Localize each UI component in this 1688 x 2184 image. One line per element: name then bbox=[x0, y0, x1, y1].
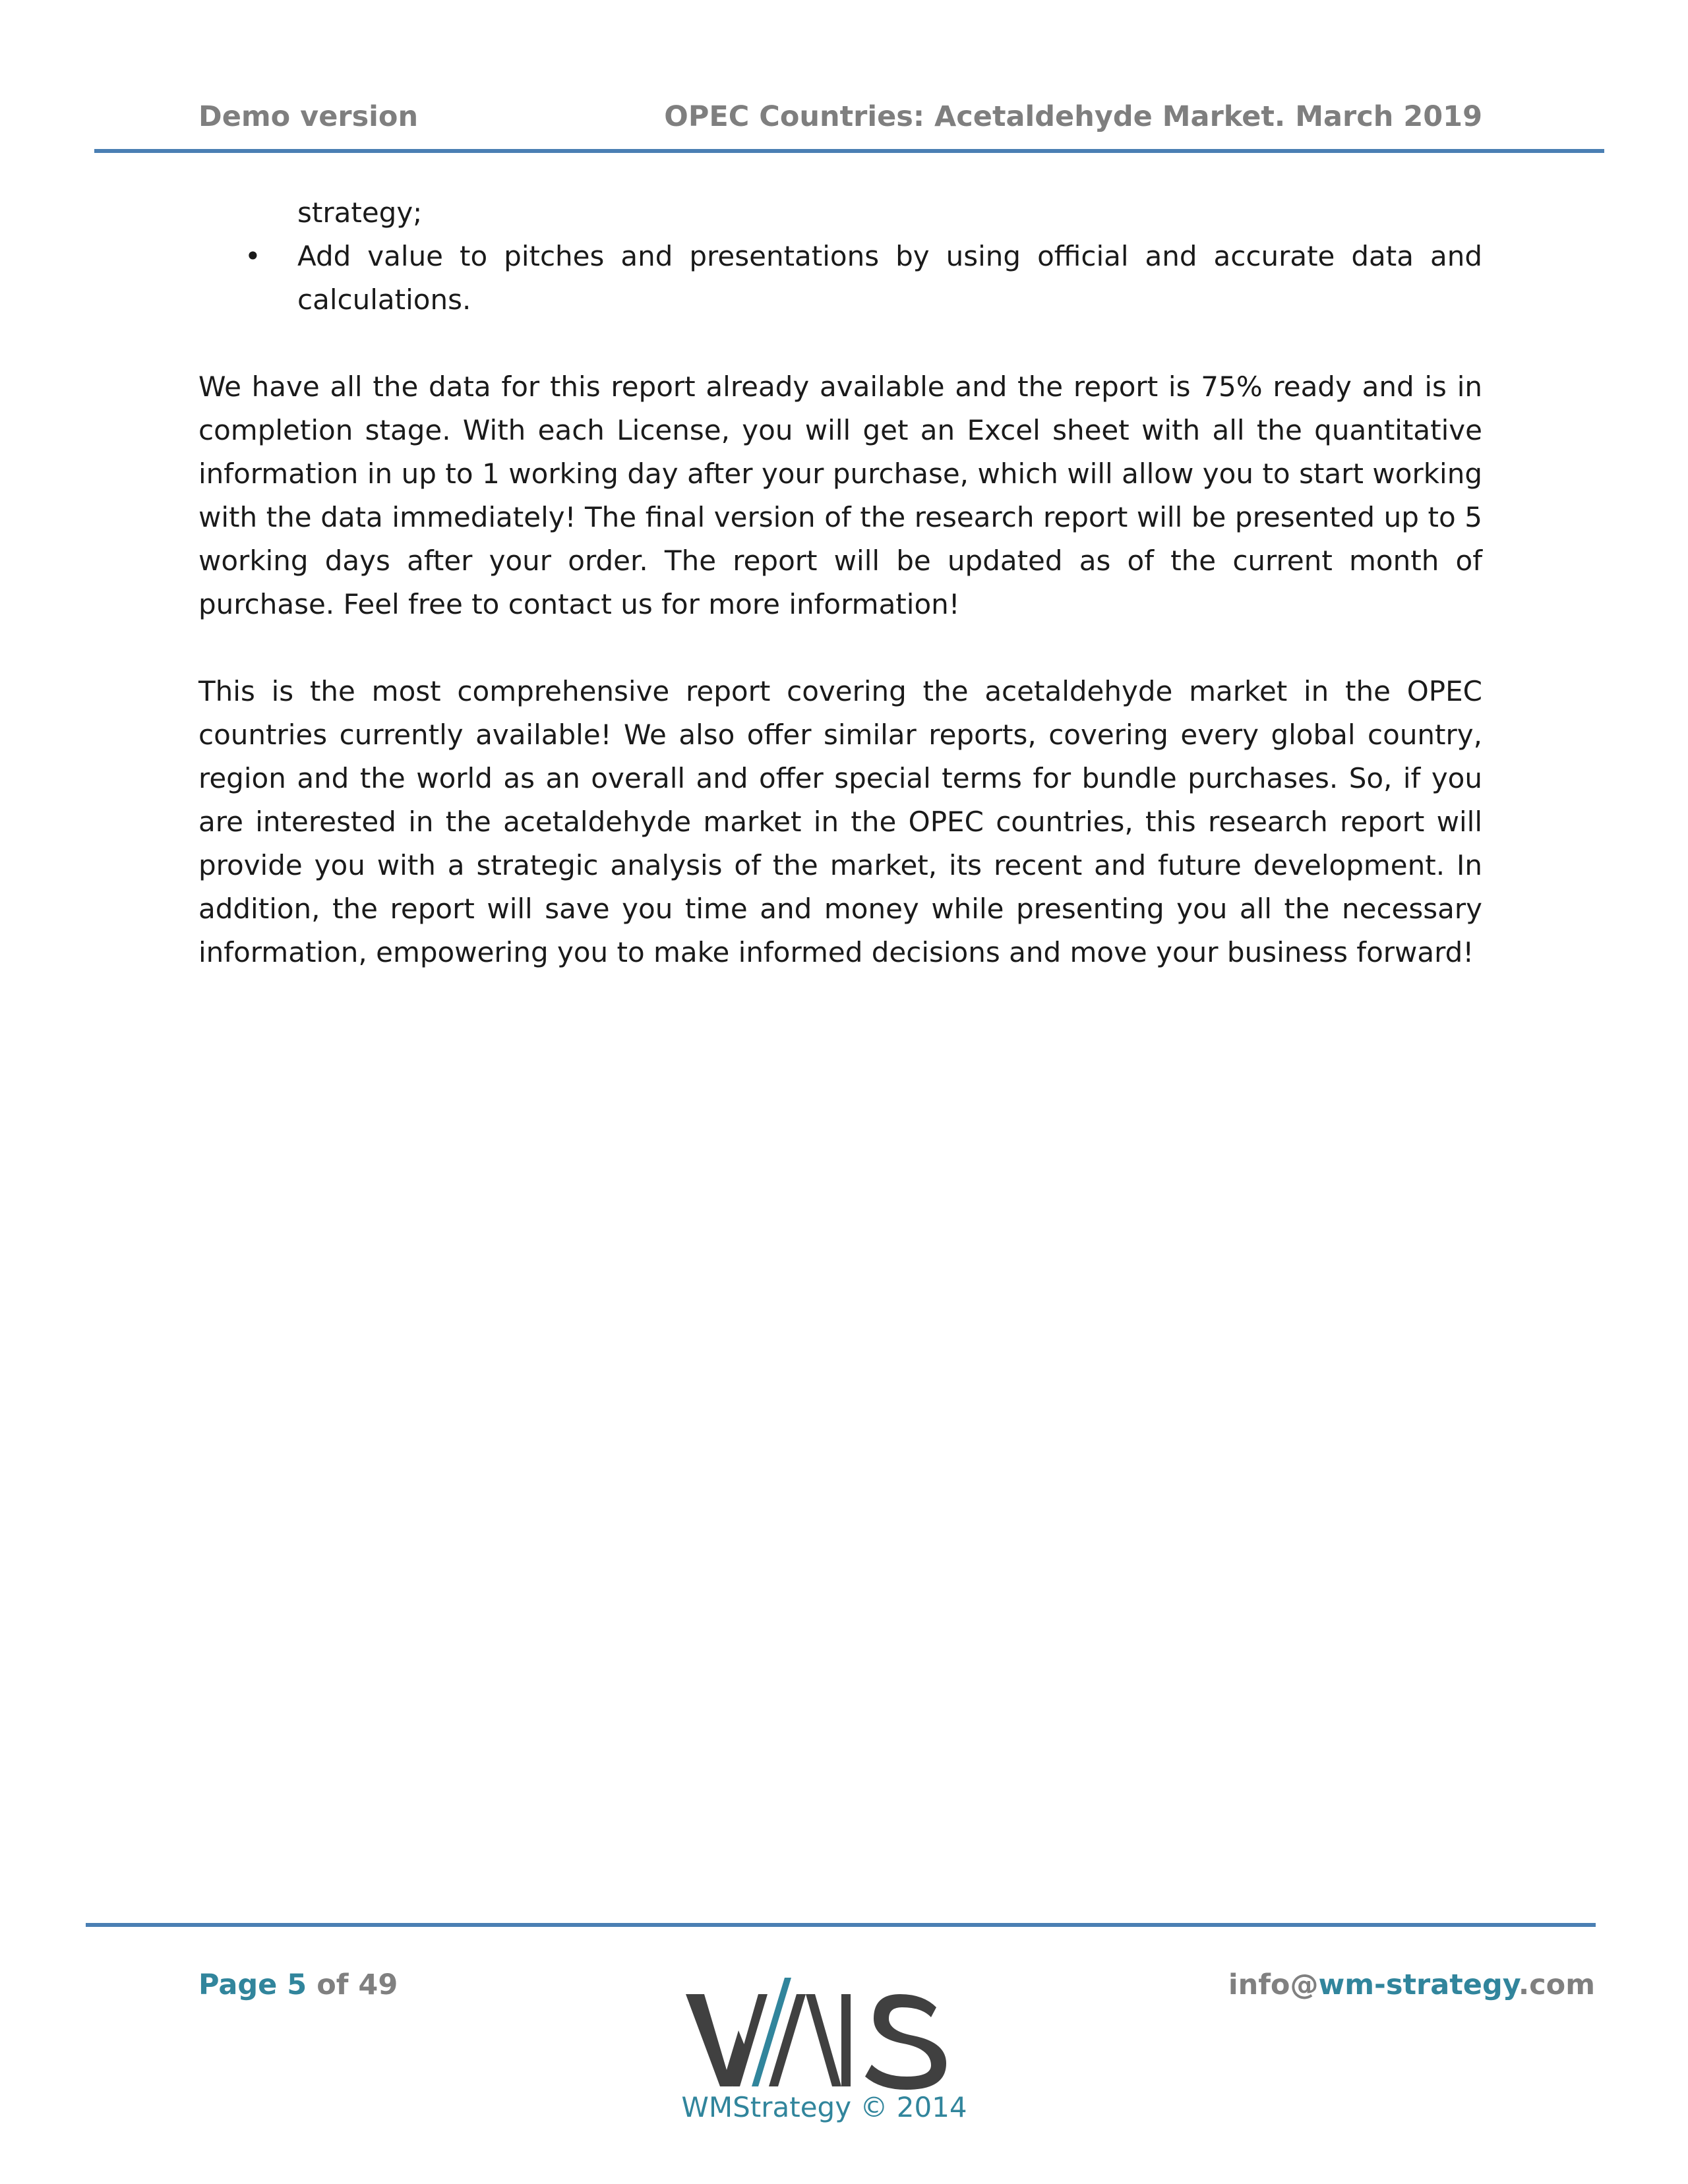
footer-divider bbox=[86, 1923, 1596, 1927]
page-header bbox=[0, 0, 1688, 158]
page-middle: of bbox=[307, 1968, 359, 2001]
page-content bbox=[198, 191, 1482, 974]
page-total: 49 bbox=[358, 1968, 398, 2001]
bullet-continuation: strategy; bbox=[297, 196, 423, 229]
wms-logo bbox=[686, 1978, 963, 2149]
header-report-title: OPEC Countries: Acetaldehyde Market. March 2019 bbox=[664, 100, 1482, 133]
page-number bbox=[198, 1968, 398, 2001]
page-prefix: Page bbox=[198, 1968, 287, 2001]
email-suffix: .com bbox=[1518, 1968, 1595, 2001]
bullet-icon: • bbox=[245, 240, 261, 272]
paragraph-availability: We have all the data for this report already available and the report is 75% ready and is in completion stage. With each License, you will get an Excel sheet with all the quantitative information in up to 1 working day after your purchase, which will allow you to start working with the data immediately! The final version of the research report will be presented up to 5 working days after your order. The report will be updated as of the current month of purchase. Feel free to contact us for more information! bbox=[198, 370, 1482, 620]
bullet-list bbox=[198, 191, 1482, 322]
bullet-item-text: Add value to pitches and presentations by using official and accurate data and calculations. bbox=[297, 240, 1482, 316]
bullet-item bbox=[245, 235, 1482, 322]
email-prefix: info@ bbox=[1228, 1968, 1319, 2001]
paragraph-comprehensive: This is the most comprehensive report covering the acetaldehyde market in the OPEC countries currently available! We also offer similar reports, covering every global country, region and the world as an overall and offer special terms for bundle purchases. So, if you are interested in the acetaldehyde market in the OPEC countries, this research report will provide you with a strategic analysis of the market, its recent and future development. In addition, the report will save you time and money while presenting you all the necessary information, empowering you to make informed decisions and move your business forward! bbox=[198, 675, 1482, 968]
header-demo-label: Demo version bbox=[198, 100, 419, 133]
page-current: 5 bbox=[287, 1968, 307, 2001]
header-divider bbox=[94, 149, 1604, 153]
email-domain: wm-strategy bbox=[1318, 1968, 1519, 2001]
logo-caption: WMStrategy © 2014 bbox=[681, 2091, 967, 2123]
wms-logo-mark-icon bbox=[686, 1978, 963, 2096]
contact-email[interactable] bbox=[1228, 1968, 1595, 2001]
